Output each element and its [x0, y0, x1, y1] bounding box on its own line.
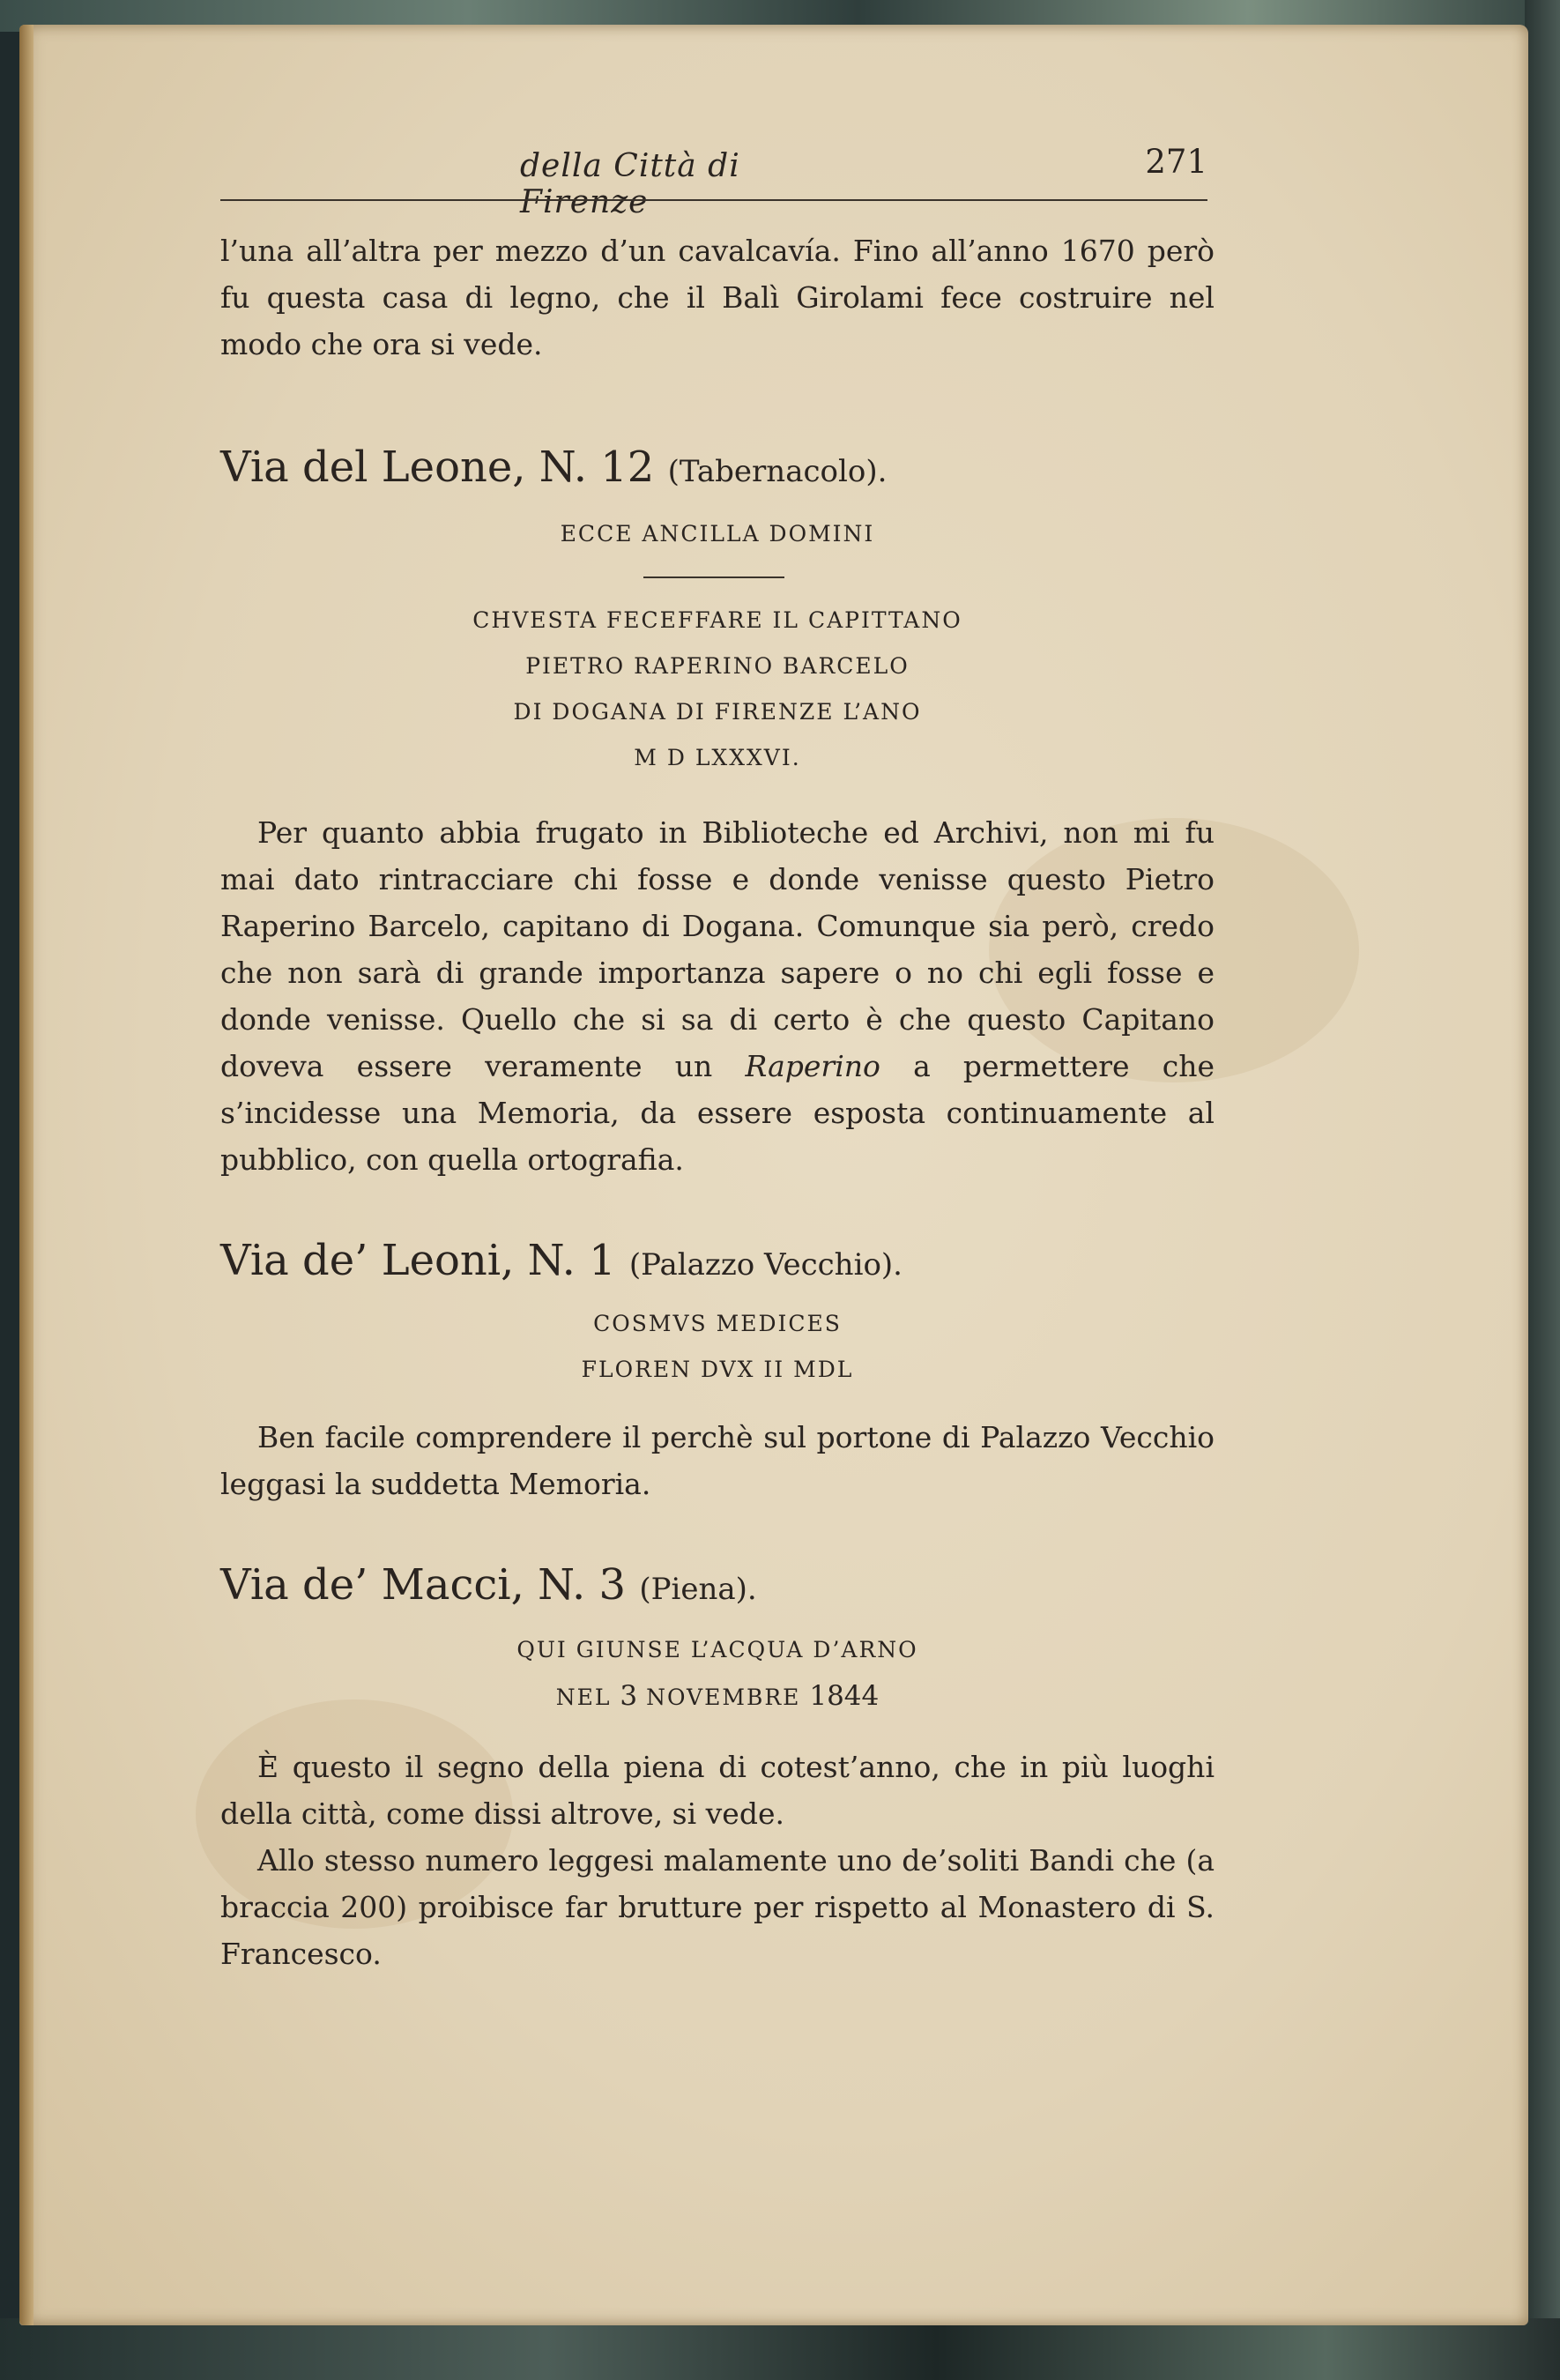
inscription-line: M D LXXXVI.: [634, 745, 801, 770]
inscription-block-3: [220, 1627, 1215, 1721]
inscription-year: 1844: [809, 1680, 880, 1712]
heading-title: Via de’ Leoni, N. 1: [220, 1236, 616, 1285]
inscription-block-1: [220, 598, 1215, 781]
paragraph-5: Allo stesso numero leggesi malamente uno de’soliti Bandi che (a braccia 200) proibisce far brutture per rispetto al Monastero di S. Francesco.: [220, 1843, 1215, 1971]
inscription-word: NEL: [555, 1685, 612, 1710]
inscription-line: ECCE ANCILLA DOMINI: [560, 521, 875, 547]
paragraph-1: l’una all’altra per mezzo d’un cavalcavía. Fino all’anno 1670 però fu questa casa di legno, che il Balì Girolami fece costruire nel modo che ora si vede.: [220, 234, 1215, 361]
page-number: 271: [1145, 143, 1207, 181]
heading-note: (Tabernacolo).: [667, 454, 888, 489]
section-heading-via-de-macci: [220, 1558, 1215, 1616]
book-cover-right: [1525, 0, 1560, 2380]
paragraph-4: È questo il segno della piena di cotest’anno, che in più luoghi della città, come dissi altrove, si vede.: [220, 1750, 1215, 1831]
inscription-line: FLOREN DVX II MDL: [581, 1357, 854, 1382]
inscription-line: COSMVS MEDICES: [593, 1311, 842, 1336]
inscription-line: [220, 1673, 1215, 1721]
paragraph-2: [220, 809, 1215, 1183]
inscription-divider: [643, 576, 784, 578]
inscription-line: PIETRO RAPERINO BARCELO: [525, 653, 910, 679]
inscription-word: NOVEMBRE: [646, 1685, 801, 1710]
book-cover-bottom: [0, 2318, 1560, 2380]
book-spine: [19, 25, 33, 2325]
heading-note: (Palazzo Vecchio).: [628, 1247, 903, 1283]
paragraph-text: Per quanto abbia frugato in Biblioteche ed Archivi, non mi fu mai dato rintracciare chi fosse e donde venisse questo Pietro Raperino Barcelo, capitano di Dogana. Comunque sia però, credo che non sarà di grande importanza sapere o no chi egli fosse e donde venisse. Quello che si sa di certo è che questo Capitano doveva essere veramente un: [220, 815, 1215, 1083]
running-title: della Città di Firenze: [520, 148, 740, 220]
section-heading-via-del-leone: [220, 441, 1215, 498]
header-rule: [220, 199, 1207, 201]
paragraph-text: a permettere che s’incidesse una Memoria, da essere esposta continuamente al pubblico, con quella ortografia.: [220, 1049, 1215, 1177]
inscription-day: 3: [620, 1680, 638, 1712]
inscription-block-2: [220, 1301, 1215, 1393]
heading-title: Via del Leone, N. 12: [220, 443, 655, 492]
inscription-line: CHVESTA FECEFFARE IL CAPITTANO: [472, 607, 962, 633]
section-heading-via-de-leoni: [220, 1234, 1215, 1291]
paragraph-3: Ben facile comprendere il perchè sul portone di Palazzo Vecchio leggasi la suddetta Memoria.: [220, 1420, 1215, 1501]
heading-title: Via de’ Macci, N. 3: [220, 1560, 627, 1610]
heading-note: (Piena).: [639, 1572, 757, 1607]
inscription-line: QUI GIUNSE L’ACQUA D’ARNO: [516, 1637, 918, 1662]
inscription-line: DI DOGANA DI FIRENZE L’ANO: [513, 699, 922, 725]
italic-word: Raperino: [745, 1049, 880, 1083]
